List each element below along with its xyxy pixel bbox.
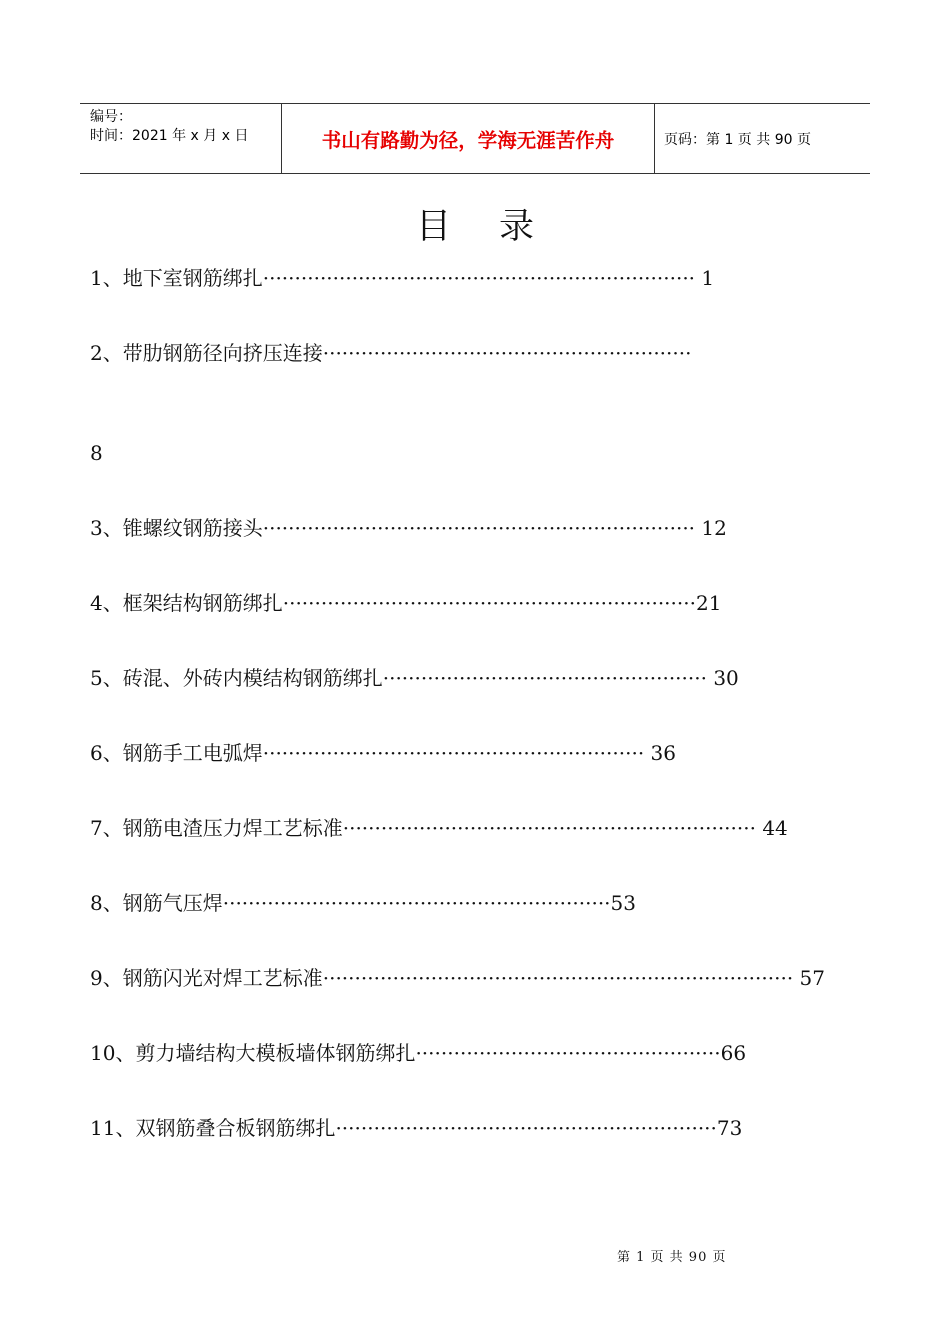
toc-title: 目录	[415, 207, 582, 247]
toc-entry[interactable]	[90, 815, 788, 841]
toc-entry[interactable]	[90, 1115, 742, 1141]
toc-leader-dots: ·································································	[282, 591, 696, 615]
header-divider	[654, 104, 655, 173]
toc-entry[interactable]	[90, 265, 714, 291]
toc-entry[interactable]	[90, 890, 636, 916]
toc-page-number: 1	[695, 266, 715, 290]
toc-page-number: 30	[706, 666, 739, 690]
toc-page-number: 44	[755, 816, 788, 840]
toc-entry[interactable]	[90, 340, 691, 366]
document-time: 时间：2021 年 x 月 x 日	[90, 128, 249, 144]
toc-leader-dots: ··········································································	[322, 966, 794, 990]
toc-entry-text: 3、锥螺纹钢筋接头	[90, 516, 263, 540]
toc-entry-text: 1、地下室钢筋绑扎	[90, 266, 263, 290]
toc-entry[interactable]	[90, 665, 739, 691]
toc-entry[interactable]	[90, 515, 727, 541]
toc-entry-text: 10、剪力墙结构大模板墙体钢筋绑扎	[90, 1041, 416, 1065]
toc-leader-dots: ····································································	[262, 516, 696, 540]
header-page-info: 页码：第 1 页 共 90 页	[664, 131, 811, 148]
toc-entry[interactable]	[90, 590, 721, 616]
toc-entry-text: 7、钢筋电渣压力焊工艺标准	[90, 816, 343, 840]
header-motto: 书山有路勤为径，学海无涯苦作舟	[321, 128, 615, 152]
toc-entry-text: 4、框架结构钢筋绑扎	[90, 591, 283, 615]
toc-leader-dots: ··························································	[322, 341, 692, 365]
toc-entry-text: 9、钢筋闪光对焊工艺标准	[90, 966, 323, 990]
toc-leader-dots: ····························································	[335, 1116, 717, 1140]
toc-leader-dots: ·································································	[342, 816, 756, 840]
toc-leader-dots: ····································································	[262, 266, 696, 290]
toc-entry[interactable]	[90, 740, 676, 766]
toc-page-number: 73	[716, 1116, 743, 1140]
toc-page-number: 66	[720, 1041, 747, 1065]
toc-entry-text: 11、双钢筋叠合板钢筋绑扎	[90, 1116, 336, 1140]
toc-entry-text: 6、钢筋手工电弧焊	[90, 741, 263, 765]
toc-page-number: 36	[644, 741, 676, 765]
toc-entry[interactable]	[90, 1040, 746, 1066]
page-footer: 第 1 页 共 90 页	[617, 1250, 727, 1265]
toc-leader-dots: ····························································	[262, 741, 645, 765]
toc-page-number: 21	[695, 591, 722, 615]
toc-leader-dots: ················································	[415, 1041, 721, 1065]
toc-entry-text: 8	[90, 441, 103, 465]
document-number-label: 编号：	[90, 109, 132, 125]
document-header	[80, 103, 870, 174]
toc-entry[interactable]	[90, 440, 103, 466]
toc-leader-dots: ·····························································	[222, 891, 611, 915]
toc-leader-dots: ···················································	[382, 666, 707, 690]
toc-page-number: 53	[610, 891, 636, 915]
toc-entry[interactable]	[90, 965, 825, 991]
toc-entry-text: 8、钢筋气压焊	[90, 891, 223, 915]
toc-page-number: 57	[793, 966, 825, 990]
toc-entry-text: 2、带肋钢筋径向挤压连接	[90, 341, 323, 365]
header-meta	[90, 108, 248, 146]
toc-page-number: 12	[695, 516, 727, 540]
toc-entry-text: 5、砖混、外砖内模结构钢筋绑扎	[90, 666, 383, 690]
